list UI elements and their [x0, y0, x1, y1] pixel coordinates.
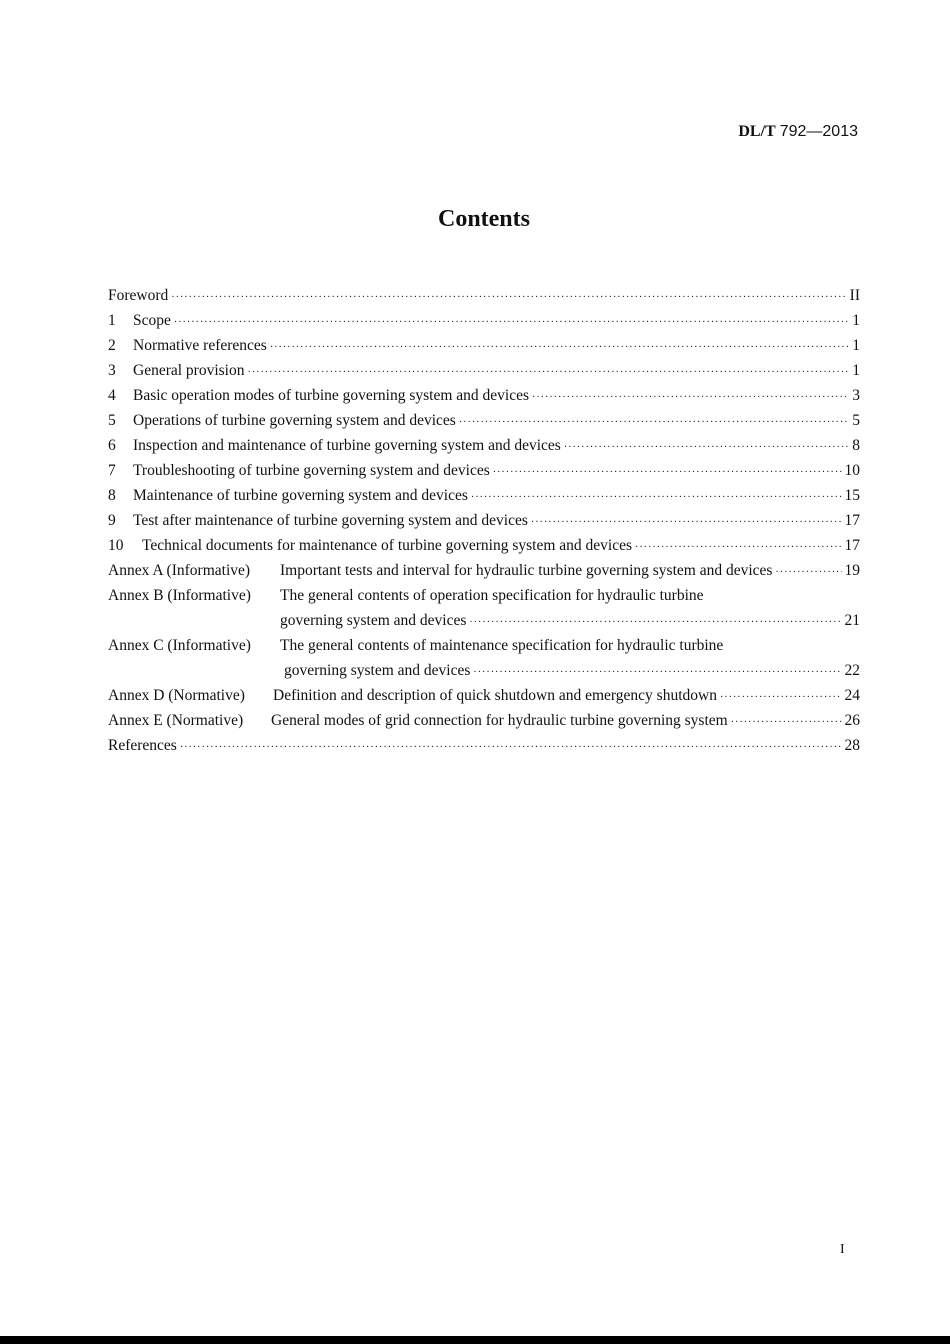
toc-entry-annex-a[interactable]: [108, 558, 860, 583]
page-number: I: [840, 1242, 845, 1257]
toc-number: 3: [108, 362, 116, 379]
leader-dots: [469, 610, 841, 635]
toc-label: General provision: [133, 362, 245, 379]
toc-page: 21: [844, 612, 860, 629]
toc-label-continuation: governing system and devices: [284, 662, 471, 679]
toc-label: Technical documents for maintenance of turbine governing system and devices: [142, 537, 633, 554]
leader-dots: [174, 310, 849, 335]
toc-label: General modes of grid connection for hydraulic turbine governing system: [271, 712, 728, 729]
toc-page: II: [849, 287, 860, 304]
toc-page: 22: [844, 662, 860, 679]
document-code-prefix: DL/T: [738, 123, 776, 140]
toc-entry-annex-c-cont[interactable]: [108, 658, 860, 683]
toc-number: 6: [108, 437, 116, 454]
toc-label: Basic operation modes of turbine governing system and devices: [133, 387, 530, 404]
toc-label-continuation: governing system and devices: [280, 612, 467, 629]
leader-dots: [270, 335, 849, 360]
toc-page: 17: [844, 512, 860, 529]
toc-number: 4: [108, 387, 116, 404]
annex-title: Annex E (Normative): [108, 712, 244, 729]
leader-dots: [635, 535, 841, 560]
leader-dots: [171, 285, 846, 310]
toc-entry-8[interactable]: [108, 483, 860, 508]
page-bottom-edge: [0, 1336, 950, 1344]
toc-label: Normative references: [133, 337, 267, 354]
toc-page: 5: [852, 412, 860, 429]
toc-entry-annex-e[interactable]: [108, 708, 860, 733]
toc-label: Test after maintenance of turbine governing system and devices: [133, 512, 528, 529]
leader-dots: [459, 410, 849, 435]
toc-label: Troubleshooting of turbine governing system and devices: [133, 462, 490, 479]
toc-label: References: [108, 737, 177, 754]
leader-dots: [531, 510, 842, 535]
toc-entry-foreword[interactable]: [108, 283, 860, 308]
toc-label: Important tests and interval for hydraulic turbine governing system and devices: [280, 562, 773, 579]
document-code: [738, 123, 858, 141]
annex-title: Annex D (Normative): [108, 687, 245, 704]
toc-label: Foreword: [108, 287, 169, 304]
leader-dots: [180, 735, 842, 760]
toc-number: 8: [108, 487, 116, 504]
annex-title: Annex C (Informative): [108, 637, 251, 654]
toc-label: Definition and description of quick shutdown and emergency shutdown: [273, 687, 717, 704]
toc-label: Inspection and maintenance of turbine governing system and devices: [133, 437, 561, 454]
toc-page: 19: [844, 562, 860, 579]
leader-dots: [493, 460, 842, 485]
toc-entry-annex-c[interactable]: [108, 633, 860, 658]
toc-entry-annex-b-cont[interactable]: [108, 608, 860, 633]
leader-dots: [532, 385, 849, 410]
leader-dots: [247, 360, 849, 385]
toc-entry-5[interactable]: [108, 408, 860, 433]
toc-number: 1: [108, 312, 116, 329]
toc-page: 1: [852, 362, 860, 379]
leader-dots: [473, 660, 841, 685]
toc-entry-references[interactable]: [108, 733, 860, 758]
toc-entry-annex-b[interactable]: [108, 583, 860, 608]
toc-page: 26: [844, 712, 860, 729]
toc-page: 17: [844, 537, 860, 554]
toc-entry-annex-d[interactable]: [108, 683, 860, 708]
toc-number: 9: [108, 512, 116, 529]
page-title: Contents: [437, 206, 530, 232]
toc-label: Maintenance of turbine governing system and devices: [133, 487, 468, 504]
leader-dots: [564, 435, 849, 460]
toc-page: 15: [844, 487, 860, 504]
toc-entry-10[interactable]: [108, 533, 860, 558]
toc-entry-2[interactable]: [108, 333, 860, 358]
toc-page: 3: [852, 387, 860, 404]
toc-number: 2: [108, 337, 116, 354]
leader-dots: [471, 485, 842, 510]
table-of-contents: [108, 283, 860, 758]
annex-title: Annex B (Informative): [108, 587, 251, 604]
toc-number: 7: [108, 462, 116, 479]
leader-dots: [720, 685, 842, 710]
toc-entry-1[interactable]: [108, 308, 860, 333]
toc-page: 28: [844, 737, 860, 754]
toc-label: The general contents of operation specification for hydraulic turbine: [280, 587, 704, 604]
toc-entry-6[interactable]: [108, 433, 860, 458]
toc-entry-3[interactable]: [108, 358, 860, 383]
leader-dots: [731, 710, 842, 735]
annex-title: Annex A (Informative): [108, 562, 251, 579]
toc-page: 1: [852, 337, 860, 354]
toc-number: 10: [108, 537, 124, 554]
toc-page: 1: [852, 312, 860, 329]
toc-label: The general contents of maintenance specification for hydraulic turbine: [280, 637, 724, 654]
toc-entry-9[interactable]: [108, 508, 860, 533]
toc-number: 5: [108, 412, 116, 429]
toc-page: 8: [852, 437, 860, 454]
document-code-number: 792—2013: [779, 123, 858, 140]
leader-dots: [775, 560, 841, 585]
toc-label: Operations of turbine governing system and devices: [133, 412, 456, 429]
toc-entry-7[interactable]: [108, 458, 860, 483]
toc-page: 24: [844, 687, 860, 704]
toc-page: 10: [844, 462, 860, 479]
toc-entry-4[interactable]: [108, 383, 860, 408]
toc-label: Scope: [133, 312, 171, 329]
